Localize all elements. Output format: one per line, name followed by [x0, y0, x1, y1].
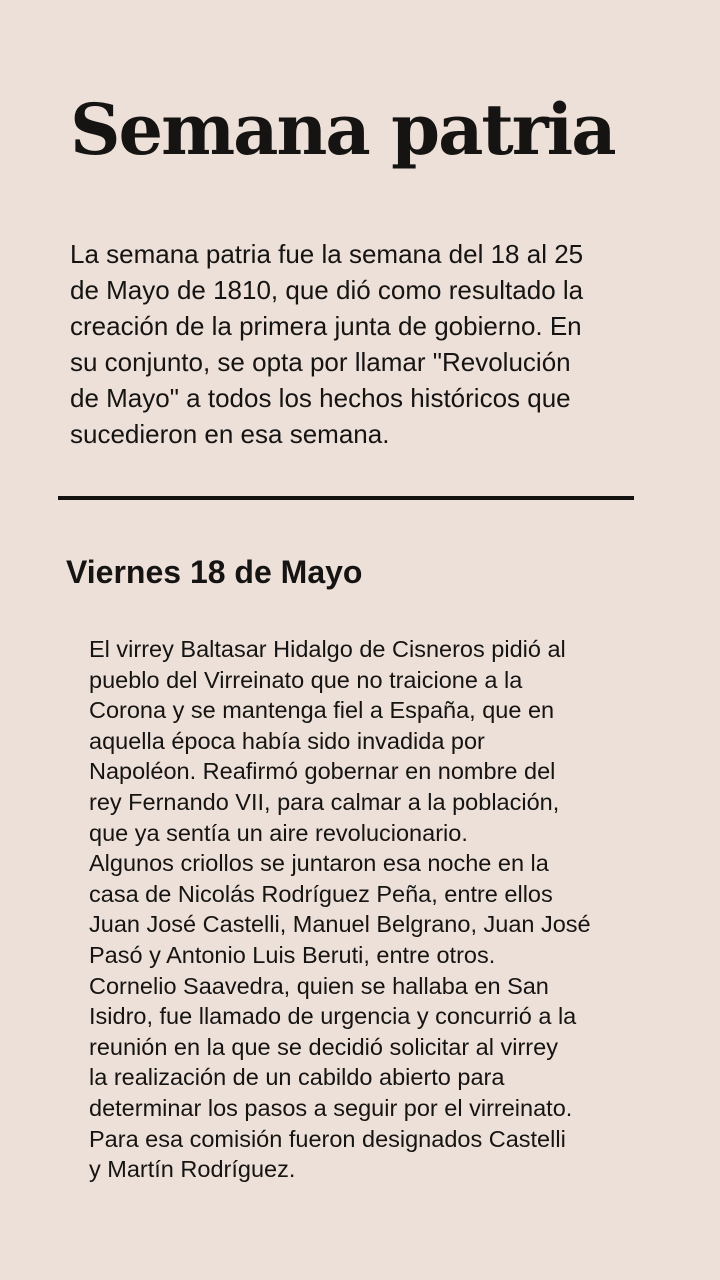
page-title: Semana patria — [70, 88, 615, 171]
section-heading: Viernes 18 de Mayo — [66, 554, 363, 590]
section-body: El virrey Baltasar Hidalgo de Cisneros pidió al pueblo del Virreinato que no traicione a la Corona y se mantenga fiel a España, que en aquella época había sido invadida por Napoléon. Reafirmó gobernar en nombre del rey Fernando VII, para calmar a la población, que ya sentía un aire revolucionario. Algunos criollos se juntaron esa noche en la casa de Nicolás Rodríguez Peña, entre ellos Juan José Castelli, Manuel Belgrano, Juan José Pasó y Antonio Luis Beruti, entre otros. Cornelio Saavedra, quien se hallaba en San Isidro, fue llamado de urgencia y concurrió a la reunión en la que se decidió solicitar al virrey la realización de un cabildo abierto para determinar los pasos a seguir por el virreinato. Para esa comisión fueron designados Castelli y Martín Rodríguez. — [89, 636, 591, 1183]
section-divider — [58, 496, 634, 500]
intro-paragraph: La semana patria fue la semana del 18 al 25 de Mayo de 1810, que dió como resultado la creación de la primera junta de gobierno. En su conjunto, se opta por llamar "Revolución de Mayo" a todos los hechos históricos que sucedieron en esa semana. — [70, 239, 584, 449]
